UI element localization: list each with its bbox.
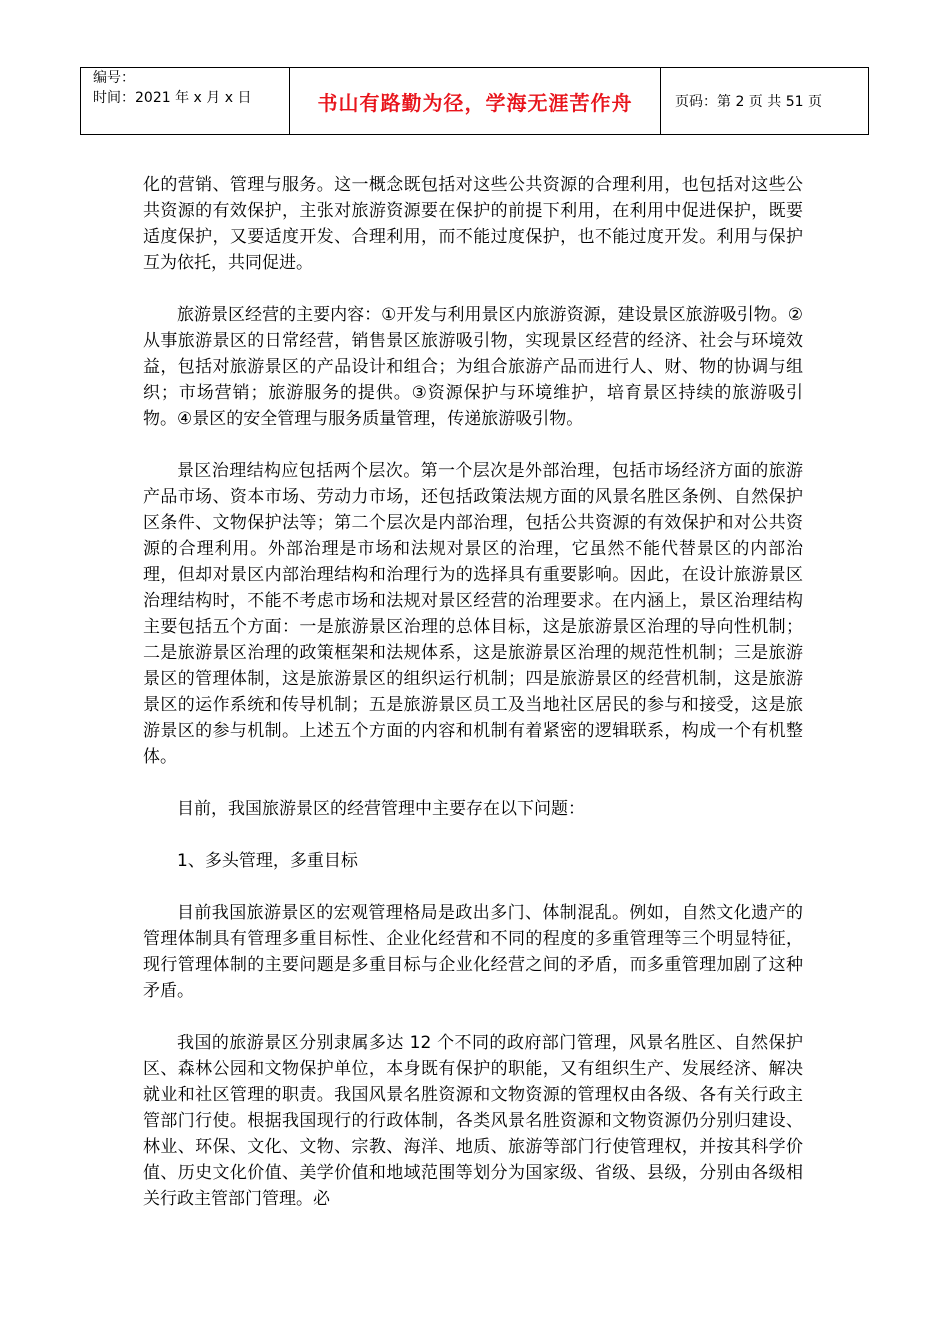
document-time-label: 时间：2021 年 x 月 x 日 bbox=[93, 90, 252, 106]
paragraph: 化的营销、管理与服务。这一概念既包括对这些公共资源的合理利用，也包括对这些公共资源的有效保护，主张对旅游资源要在保护的前提下利用，在利用中促进保护，既要适度保护，又要适度开发、合理利用，而不能过度保护，也不能过度开发。利用与保护互为依托，共同促进。 bbox=[143, 175, 803, 273]
section-heading: 1、多头管理，多重目标 bbox=[177, 851, 358, 871]
paragraph: 旅游景区经营的主要内容：①开发与利用景区内旅游资源，建设景区旅游吸引物。②从事旅游景区的日常经营，销售景区旅游吸引物，实现景区经营的经济、社会与环境效益，包括对旅游景区的产品设计和组合；为组合旅游产品而进行人、财、物的协调与组织；市场营销；旅游服务的提供。③资源保护与环境维护，培育景区持续的旅游吸引物。④景区的安全管理与服务质量管理，传递旅游吸引物。 bbox=[143, 305, 803, 429]
document-number-label: 编号： bbox=[93, 70, 135, 86]
paragraph: 景区治理结构应包括两个层次。第一个层次是外部治理，包括市场经济方面的旅游产品市场、资本市场、劳动力市场，还包括政策法规方面的风景名胜区条例、自然保护区条件、文物保护法等；第二个层次是内部治理，包括公共资源的有效保护和对公共资源的合理利用。外部治理是市场和法规对景区的治理，它虽然不能代替景区的内部治理，但却对景区内部治理结构和治理行为的选择具有重要影响。因此，在设计旅游景区治理结构时，不能不考虑市场和法规对景区经营的治理要求。在内涵上，景区治理结构主要包括五个方面：一是旅游景区治理的总体目标，这是旅游景区治理的导向性机制；二是旅游景区治理的政策框架和法规体系，这是旅游景区治理的规范性机制；三是旅游景区的管理体制，这是旅游景区的组织运行机制；四是旅游景区的经营机制，这是旅游景区的运作系统和传导机制；五是旅游景区员工及当地社区居民的参与和接受，这是旅游景区的参与机制。上述五个方面的内容和机制有着紧密的逻辑联系，构成一个有机整体。 bbox=[143, 461, 803, 767]
paragraph: 我国的旅游景区分别隶属多达 12 个不同的政府部门管理，风景名胜区、自然保护区、森林公园和文物保护单位，本身既有保护的职能，又有组织生产、发展经济、解决就业和社区管理的职责。我国风景名胜资源和文物资源的管理权由各级、各有关行政主管部门行使。根据我国现行的行政体制，各类风景名胜资源和文物资源仍分别归建设、林业、环保、文化、文物、宗教、海洋、地质、旅游等部门行使管理权，并按其科学价值、历史文化价值、美学价值和地域范围等划分为国家级、省级、县级，分别由各级相关行政主管部门管理。必 bbox=[143, 1033, 803, 1209]
header-info-cell bbox=[81, 68, 290, 135]
header-motto: 书山有路勤为径，学海无涯苦作舟 bbox=[290, 68, 661, 135]
page-number-label: 页码：第 2 页 共 51 页 bbox=[661, 68, 869, 135]
header-table bbox=[80, 67, 869, 135]
paragraph: 目前，我国旅游景区的经营管理中主要存在以下问题： bbox=[177, 799, 585, 819]
paragraph: 目前我国旅游景区的宏观管理格局是政出多门、体制混乱。例如，自然文化遗产的管理体制具有管理多重目标性、企业化经营和不同的程度的多重管理等三个明显特征，现行管理体制的主要问题是多重目标与企业化经营之间的矛盾，而多重管理加剧了这种矛盾。 bbox=[143, 903, 803, 1001]
document-body bbox=[143, 172, 803, 1238]
